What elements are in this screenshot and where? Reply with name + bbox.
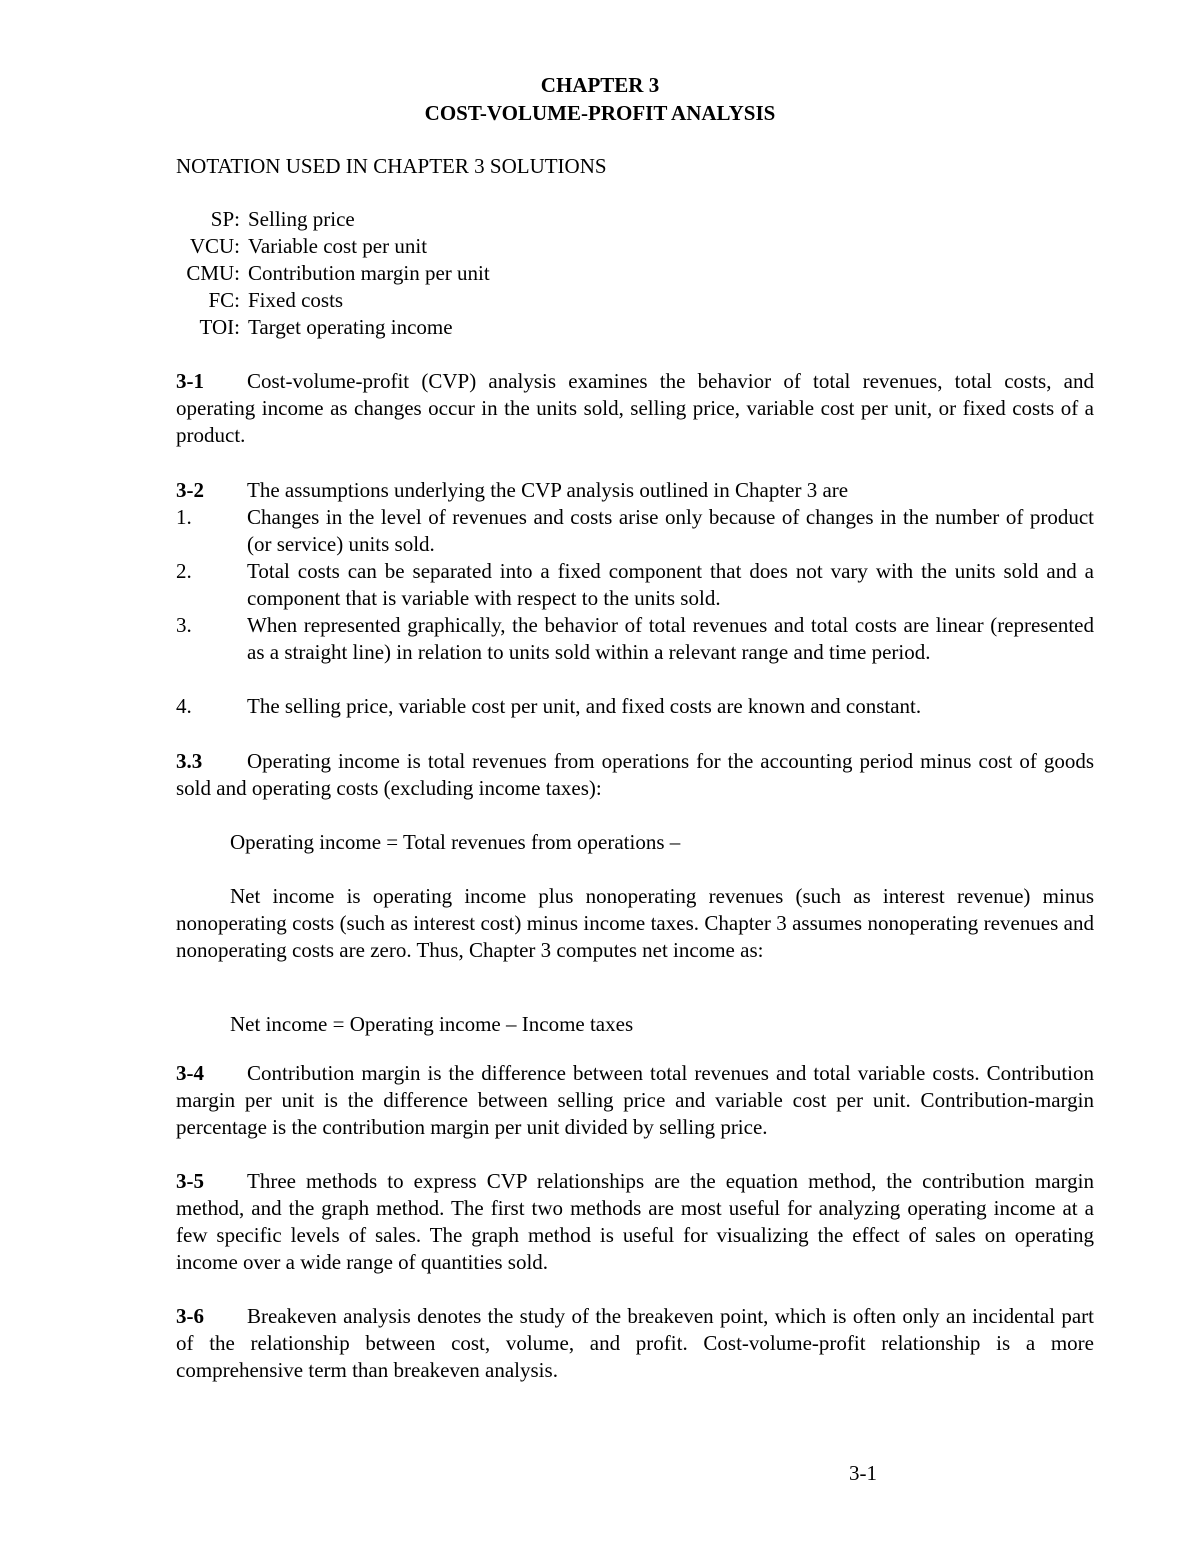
notation-abbr: TOI: [199,315,240,339]
notation-row [160,287,343,314]
notation-definition: Variable cost per unit [248,234,428,258]
answer-3-6 [176,1303,1094,1384]
notation-heading: NOTATION USED IN CHAPTER 3 SOLUTIONS [176,154,607,178]
notation-abbr: FC: [208,288,240,312]
answer-text: Contribution margin is the difference between total revenues and total variable costs. Contribution margin per unit is the difference between selling price and variable cost per unit. Contribution-margin percentage is the contribution margin per unit divided by selling price. [176,1061,1094,1139]
question-number: 3-1 [176,369,204,393]
answer-3-1 [176,368,1094,449]
answer-text: Operating income is total revenues from operations for the accounting period minus cost of goods sold and operating costs (excluding income taxes): [176,749,1094,800]
list-text: Total costs can be separated into a fixed component that does not vary with the units sold and a component that is variable with respect to the units sold. [247,559,1094,610]
answer-text: Three methods to express CVP relationships are the equation method, the contribution margin method, and the graph method. The first two methods are most useful for analyzing operating income at a few specific levels of sales. The graph method is useful for visualizing the effect of sales on operating income over a wide range of quantities sold. [176,1169,1094,1274]
notation-abbr: SP: [210,207,240,231]
notation-row [160,206,355,233]
question-number: 3-4 [176,1061,204,1085]
notation-row [160,260,490,287]
notation-definition: Fixed costs [248,288,344,312]
list-text: The selling price, variable cost per unit, and fixed costs are known and constant. [247,694,922,718]
question-number: 3-2 [176,478,204,502]
list-text: Changes in the level of revenues and costs arise only because of changes in the number of product (or service) units sold. [247,505,1094,556]
chapter-title: COST-VOLUME-PROFIT ANALYSIS [424,101,776,125]
chapter-number: CHAPTER 3 [540,73,660,97]
answer-3-3 [176,748,1094,802]
list-number: 4. [176,694,192,718]
list-item [176,504,1094,558]
list-text: When represented graphically, the behavior of total revenues and total costs are linear (represented as a straight line) in relation to units sold within a relevant range and time period. [247,613,1094,664]
notation-definition: Target operating income [248,315,453,339]
answer-text: Breakeven analysis denotes the study of the breakeven point, which is often only an incidental part of the relationship between cost, volume, and profit. Cost-volume-profit relationship is a more comprehensive term than breakeven analysis. [176,1304,1094,1382]
list-item [176,693,1094,720]
net-income-paragraph: Net income is operating income plus nonoperating revenues (such as interest revenue) minus nonoperating costs (such as interest cost) minus income taxes. Chapter 3 assumes nonoperating revenues and nonoperating costs are zero. Thus, Chapter 3 computes net income as: [176,884,1094,962]
notation-row [160,314,453,341]
list-number: 3. [176,613,192,637]
answer-3-5 [176,1168,1094,1276]
list-number: 1. [176,505,192,529]
list-item [176,612,1094,666]
notation-row [160,233,427,260]
answer-text: The assumptions underlying the CVP analysis outlined in Chapter 3 are [247,478,849,502]
net-income-formula: Net income = Operating income – Income taxes [230,1012,634,1036]
question-number: 3.3 [176,749,203,773]
answer-text: Cost-volume-profit (CVP) analysis examines the behavior of total revenues, total costs, and operating income as changes occur in the units sold, selling price, variable cost per unit, or fixed costs of a product. [176,369,1094,447]
operating-income-formula: Operating income = Total revenues from operations – [230,830,681,854]
list-item [176,558,1094,612]
notation-abbr: VCU: [189,234,240,258]
question-number: 3-5 [176,1169,204,1193]
answer-3-2 [176,477,1094,504]
question-number: 3-6 [176,1304,204,1328]
notation-abbr: CMU: [186,261,240,285]
notation-definition: Selling price [248,207,355,231]
answer-3-4 [176,1060,1094,1141]
notation-definition: Contribution margin per unit [248,261,490,285]
list-number: 2. [176,559,192,583]
page-number: 3-1 [849,1461,877,1485]
